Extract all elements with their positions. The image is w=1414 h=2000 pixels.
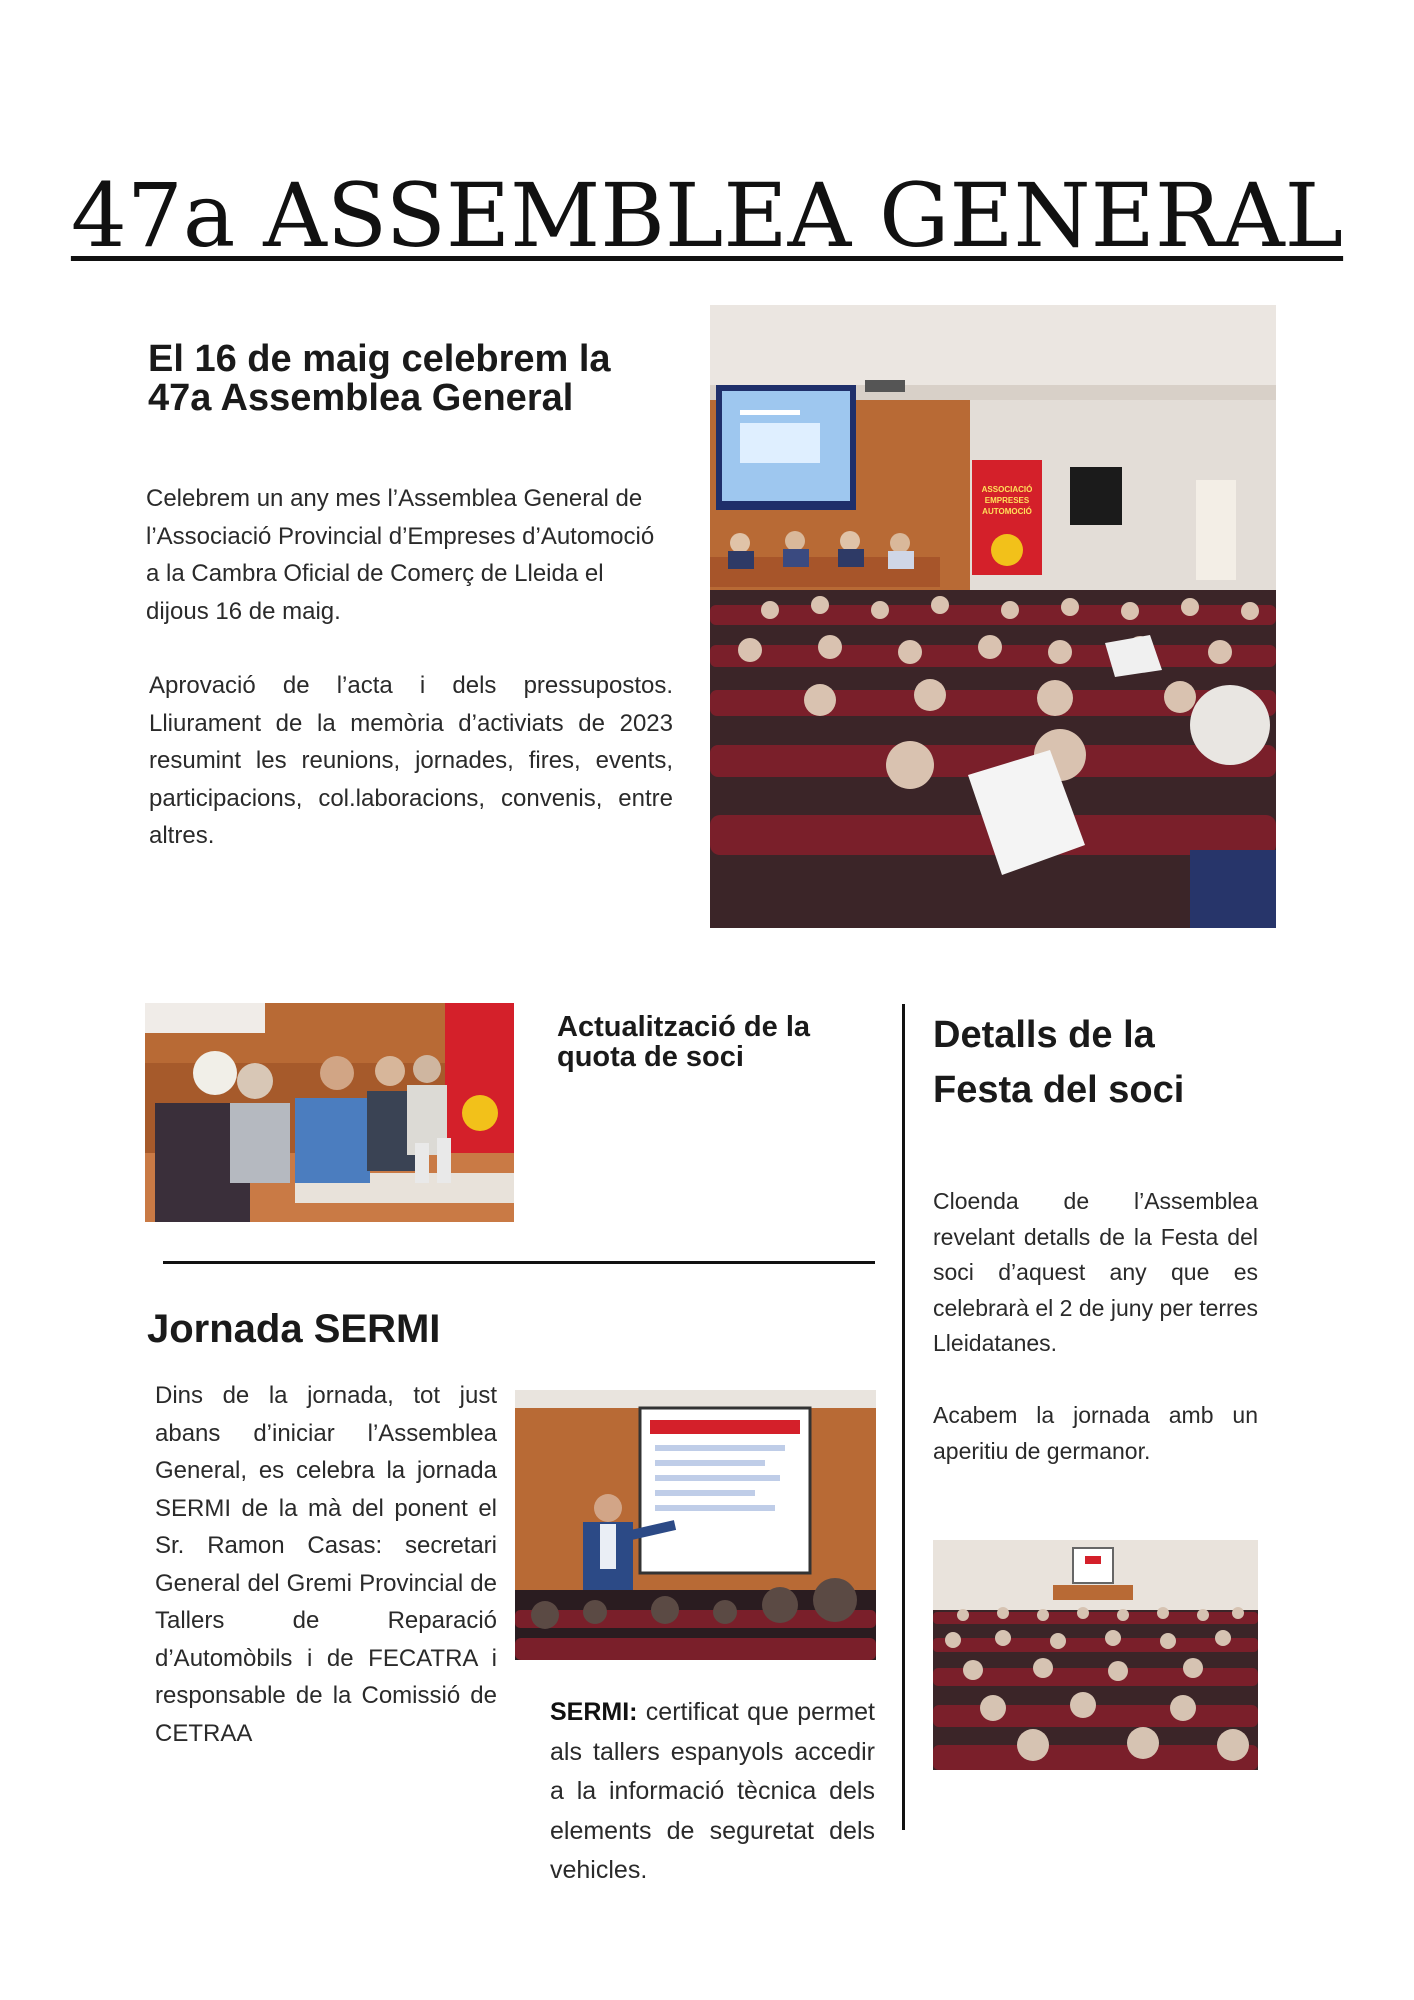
assembly-hall-photo [710, 305, 1276, 928]
audience-photo [933, 1540, 1258, 1770]
presidency-table-photo [145, 1003, 514, 1222]
sermi-definition-text: certificat que permet als tallers espanyols accedir a la informació tècnica dels elements de seguretat dels vehicles. [550, 1698, 875, 1884]
festa-heading: Detalls de la Festa del soci [933, 1014, 1185, 1111]
page-title: 47a ASSEMBLEA GENERAL [70, 164, 1344, 267]
sermi-paragraph: Dins de la jornada, tot just abans d’iniciar l’Assemblea General, es celebra la jornada SERMI de la mà del ponent el Sr. Ramon Casas: secretari General del Gremi Provincial de Tallers de Reparació d’Automòbils i de FECATRA i responsable de la Comissió de CETRAA [155, 1382, 497, 1747]
intro-paragraph-2: Aprovació de l’acta i dels pressupostos. Lliurament de la memòria d’activiats de 2023 resumint les reunions, jornades, fires, events, participacions, col.laboracions, convenis, entre altres. [149, 672, 673, 849]
banner-text-3: AUTOMOCIÓ [982, 507, 1032, 516]
banner-text-1: ASSOCIACIÓ [981, 485, 1033, 494]
intro-paragraph-1: Celebrem un any mes l’Assemblea General de l’Associació Provincial d’Empreses d’Automoció a la Cambra Oficial de Comerç de Lleida el dijous 16 de maig. [146, 485, 655, 625]
quota-heading: Actualització de la quota de soci [557, 1011, 811, 1073]
section-divider [163, 1261, 875, 1264]
festa-paragraph-2: Acabem la jornada amb un aperitiu de germanor. [933, 1402, 1258, 1464]
intro-heading: El 16 de maig celebrem la 47a Assemblea General [148, 338, 611, 419]
festa-paragraph-1: Cloenda de l’Assemblea revelant detalls de la Festa del soci d’aquest any que es celebrarà el 2 de juny per terres Lleidatanes. [933, 1188, 1258, 1356]
sermi-definition-lead: SERMI: [550, 1698, 638, 1726]
sermi-definition [550, 1693, 875, 1891]
banner-text-2: EMPRESES [984, 496, 1030, 505]
speaker-photo [515, 1390, 876, 1660]
sermi-heading: Jornada SERMI [147, 1307, 441, 1351]
column-divider [902, 1004, 905, 1830]
